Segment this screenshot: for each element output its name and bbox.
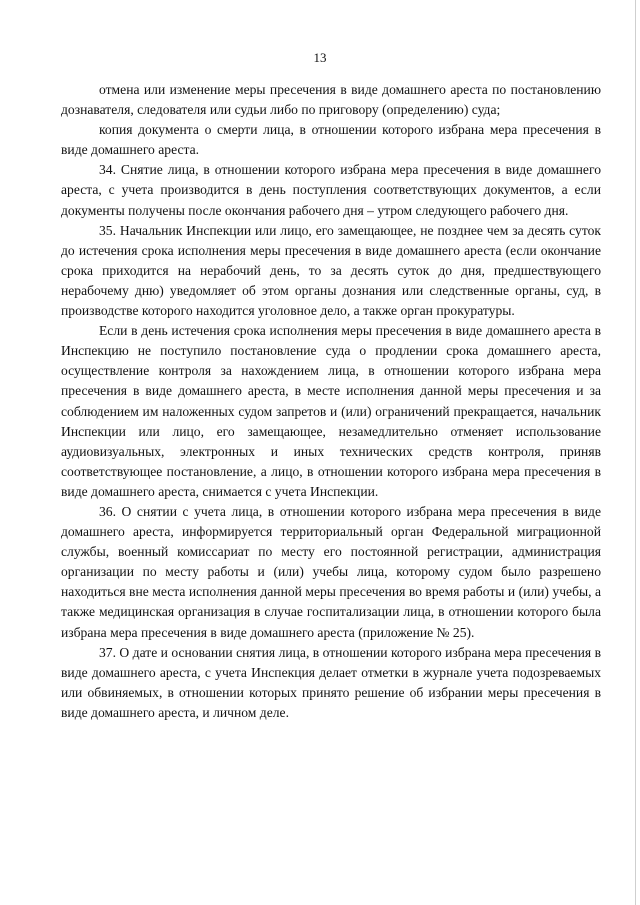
scan-edge-line [635, 0, 636, 905]
paragraph-37: 37. О дате и основании снятия лица, в отношении которого избрана мера пресечения в виде домашнего ареста, с учета Инспекция делает отметки в журнале учета подозреваемых или обвиняемых, в отношении которых принято решение об избрании меры пресечения в виде домашнего ареста, и личном деле. [61, 644, 601, 720]
document-body [61, 80, 601, 723]
paragraph-death-certificate: копия документа о смерти лица, в отношении которого избрана мера пресечения в виде домашнего ареста. [61, 122, 601, 158]
paragraph-35-continued: Если в день истечения срока исполнения меры пресечения в виде домашнего ареста в Инспекцию не поступило постановление суда о продлении срока домашнего ареста, осуществление контроля за нахождением лица, в отношении которого избрана мера пресечения в виде домашнего ареста, в месте исполнения данной меры пресечения и за соблюдением им наложенных судом запретов и (или) ограничений прекращается, начальник Инспекции или лицо, его замещающее, незамедлительно отменяет использование аудиовизуальных, электронных и иных технических средств контроля, приняв соответствующее постановление, а лицо, в отношении которого избрана мера пресечения в виде домашнего ареста, снимается с учета Инспекции. [61, 323, 601, 499]
paragraph-36: 36. О снятии с учета лица, в отношении которого избрана мера пресечения в виде домашнего ареста, информируется территориальный орган Федеральной миграционной службы, военный комиссариат по месту его постоянной регистрации, администрация организации по месту работы и (или) учебы лица, которому судом было разрешено находиться вне места исполнения данной меры пресечения во время работы и (или) учебы, а также медицинская организация в случае госпитализации лица, в отношении которого была избрана мера пресечения в виде домашнего ареста (приложение № 25). [61, 503, 601, 640]
paragraph-34: 34. Снятие лица, в отношении которого избрана мера пресечения в виде домашнего ареста, с учета производится в день поступления соответствующих документов, а если документы получены после окончания рабочего дня – утром следующего рабочего дня. [61, 162, 601, 218]
paragraph-35: 35. Начальник Инспекции или лицо, его замещающее, не позднее чем за десять суток до истечения срока исполнения меры пресечения в виде домашнего ареста (если окончание срока приходится на нерабочий день, то за десять суток до дня, предшествующего нерабочему дню) уведомляет об этом органы дознания или следственные органы, суд, в производстве которого находится уголовное дело, а также орган прокуратуры. [61, 222, 601, 319]
page-number: 13 [313, 50, 327, 65]
paragraph-revocation: отмена или изменение меры пресечения в виде домашнего ареста по постановлению дознавателя, следователя или судьи либо по приговору (определению) суда; [61, 82, 601, 118]
